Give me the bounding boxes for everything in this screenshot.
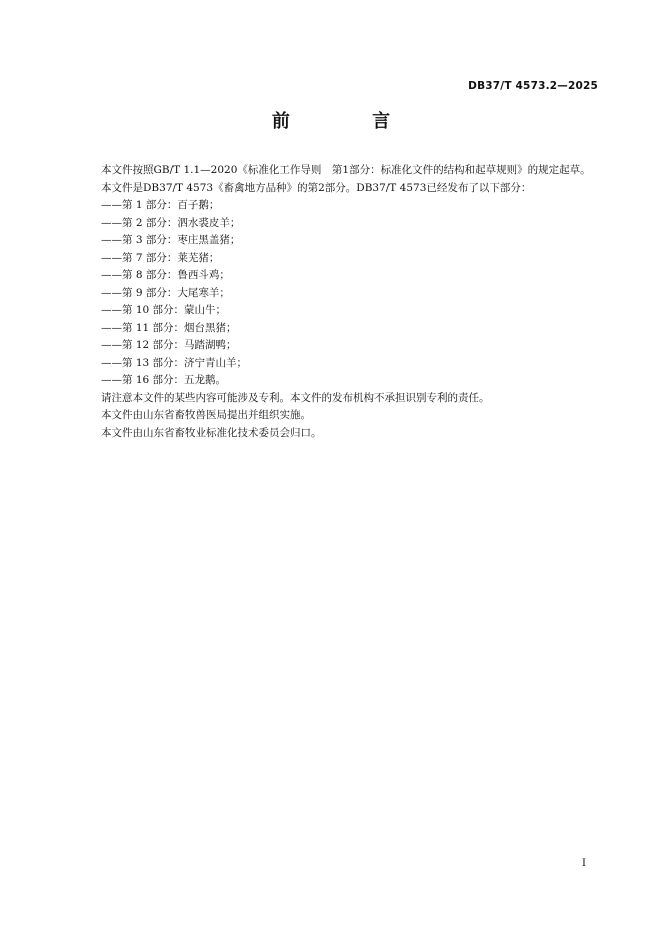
foreword-body [80,162,600,442]
patent-notice-paragraph: 请注意本文件的某些内容可能涉及专利。本文件的发布机构不承担识别专利的责任。 [101,391,490,404]
drafting-rule-paragraph: 本文件按照GB/T 1.1—2020《标准化工作导则 第1部分：标准化文件的结构和起草规则》的规定起草。 [101,164,591,176]
list-item: ——第 3 部分：枣庄黑盖猪； [101,234,241,246]
list-item: ——第 13 部分：济宁青山羊； [101,356,248,369]
list-item: ——第 12 部分：马踏湖鸭； [101,339,237,351]
list-item: ——第 1 部分：百子鹅； [101,199,220,211]
list-item: ——第 11 部分：烟台黑猪； [101,321,237,334]
list-item: ——第 10 部分：蒙山牛； [101,304,227,316]
committee-paragraph: 本文件由山东省畜牧业标准化技术委员会归口。 [101,426,322,439]
page-title: 前 言 [271,111,429,132]
published-parts-list [80,197,600,390]
list-item: ——第 16 部分：五龙鹅。 [101,374,227,386]
document-code: DB37/T 4573.2—2025 [468,80,598,92]
part-statement-paragraph: 本文件是DB37/T 4573《畜禽地方品种》的第2部分。DB37/T 4573已经发布了以下部分： [101,181,532,194]
proposer-paragraph: 本文件由山东省畜牧兽医局提出并组织实施。 [101,409,311,421]
list-item: ——第 7 部分：莱芜猪； [101,251,220,264]
list-item: ——第 9 部分：大尾寒羊； [101,286,230,299]
list-item: ——第 2 部分：泗水裘皮羊； [101,216,241,229]
page-number: I [582,858,586,869]
list-item: ——第 8 部分：鲁西斗鸡； [101,269,230,281]
